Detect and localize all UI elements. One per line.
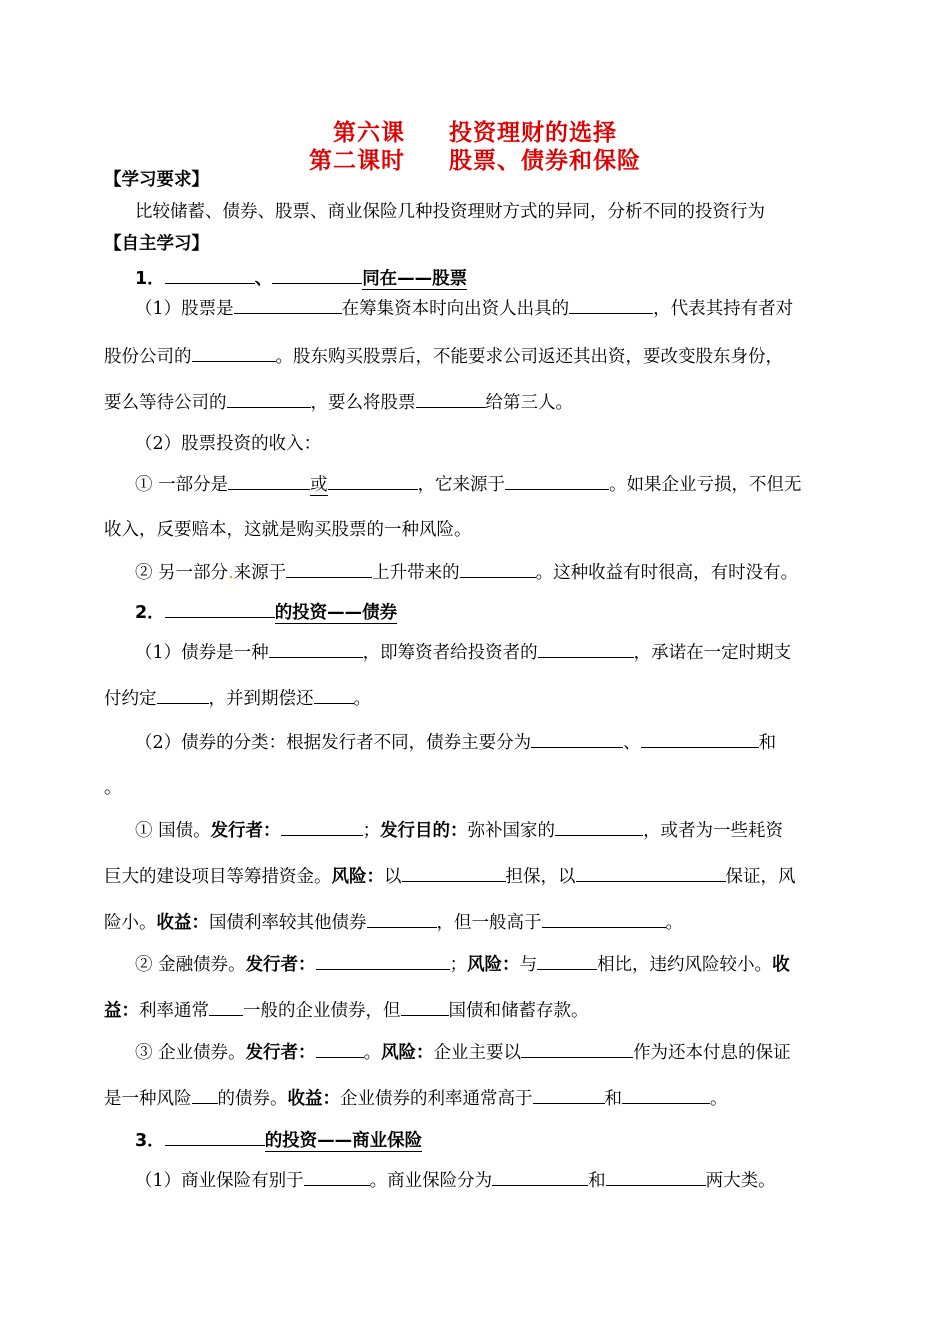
- blank[interactable]: [165, 266, 255, 284]
- paragraph-line: （1）股票是 在筹集资本时向出资人出具的 ，代表其持有者对: [135, 296, 793, 321]
- blank[interactable]: [316, 1040, 364, 1058]
- blank[interactable]: [401, 998, 449, 1016]
- paragraph-line: 益：利率通常 一般的企业债券，但 国债和储蓄存款。: [104, 998, 589, 1023]
- paragraph-line: ① 一部分是 或 ，它来源于 。如果企业亏损，不但无: [135, 472, 802, 497]
- paragraph-line: 巨大的建设项目等筹措资金。风险：以 担保，以 保证，风: [104, 864, 796, 889]
- paragraph-line: ① 国债。发行者： ；发行目的：弥补国家的 ，或者为一些耗资: [135, 818, 783, 843]
- blank[interactable]: [416, 390, 486, 408]
- blank[interactable]: [531, 730, 623, 748]
- blank[interactable]: [367, 910, 437, 928]
- blank[interactable]: [328, 472, 418, 490]
- blank[interactable]: [521, 1040, 633, 1058]
- blank[interactable]: [286, 560, 372, 578]
- blank[interactable]: [576, 864, 726, 882]
- blank[interactable]: [569, 296, 653, 314]
- paragraph-line: 付约定 ，并到期偿还 。: [104, 686, 371, 711]
- paragraph-line: ② 金融债券。发行者： ；风险：与 相比，违约风险较小。收: [135, 952, 790, 977]
- blank[interactable]: [641, 730, 759, 748]
- blank[interactable]: [281, 818, 363, 836]
- section-heading-requirements: 【学习要求】: [104, 170, 209, 190]
- blank[interactable]: [538, 640, 634, 658]
- lesson-title: 投资理财的选择: [449, 120, 617, 146]
- question-3-heading: 3． 的投资——商业保险: [135, 1128, 422, 1153]
- blank[interactable]: [165, 600, 275, 618]
- blank[interactable]: [157, 686, 209, 704]
- blank[interactable]: [304, 1168, 370, 1186]
- blank[interactable]: [622, 1086, 710, 1104]
- blank[interactable]: [192, 344, 276, 362]
- blank[interactable]: [314, 686, 354, 704]
- paragraph-line: （1）商业保险有别于 。商业保险分为 和 两大类。: [135, 1168, 776, 1193]
- requirements-text: 比较储蓄、债券、股票、商业保险几种投资理财方式的异同，分析不同的投资行为: [135, 202, 765, 222]
- paragraph-line: 险小。收益：国债利率较其他债券 ，但一般高于 。: [104, 910, 683, 935]
- period-number: 第二课时: [309, 148, 405, 174]
- blank[interactable]: [209, 998, 243, 1016]
- blank[interactable]: [227, 390, 311, 408]
- blank[interactable]: [533, 1086, 605, 1104]
- blank[interactable]: [269, 640, 363, 658]
- paragraph-line: 股份公司的 。股东购买股票后，不能要求公司返还其出资，要改变股东身份，: [104, 344, 783, 369]
- lesson-number: 第六课: [333, 120, 405, 146]
- blank[interactable]: [606, 1168, 706, 1186]
- blank[interactable]: [460, 560, 536, 578]
- blank[interactable]: [192, 1086, 218, 1104]
- period-title: 股票、债券和保险: [449, 148, 641, 174]
- blank[interactable]: [402, 864, 506, 882]
- paragraph-line: 是一种风险 的债券。收益：企业债券的利率通常高于 和 。: [104, 1086, 728, 1111]
- blank[interactable]: [505, 472, 609, 490]
- blank[interactable]: [228, 472, 310, 490]
- blank[interactable]: [555, 818, 643, 836]
- blank[interactable]: [272, 266, 362, 284]
- paragraph-line: 要么等待公司的 ，要么将股票 给第三人。: [104, 390, 573, 415]
- paragraph-line: （2）债券的分类：根据发行者不同，债券主要分为 、 和: [135, 730, 776, 755]
- paragraph-line: ② 另一部分.来源于 上升带来的 。这种收益有时很高，有时没有。: [135, 560, 798, 585]
- question-2-heading: 2． 的投资——债券: [135, 600, 397, 625]
- paragraph-line: （1）债券是一种 ，即筹资者给投资者的 ，承诺在一定时期支: [135, 640, 791, 665]
- paragraph-line: ③ 企业债券。发行者： 。风险：企业主要以 作为还本付息的保证: [135, 1040, 791, 1065]
- paragraph-line: （2）股票投资的收入：: [135, 434, 322, 454]
- blank[interactable]: [542, 910, 666, 928]
- blank[interactable]: [492, 1168, 588, 1186]
- blank[interactable]: [234, 296, 342, 314]
- paragraph-line: 。: [104, 778, 122, 798]
- section-heading-self-study: 【自主学习】: [104, 234, 209, 254]
- question-1-heading: 1． 、 同在——股票: [135, 266, 467, 291]
- blank[interactable]: [316, 952, 450, 970]
- blank[interactable]: [537, 952, 597, 970]
- blank[interactable]: [165, 1128, 265, 1146]
- paragraph-line: 收入，反要赔本，这就是购买股票的一种风险。: [104, 520, 472, 540]
